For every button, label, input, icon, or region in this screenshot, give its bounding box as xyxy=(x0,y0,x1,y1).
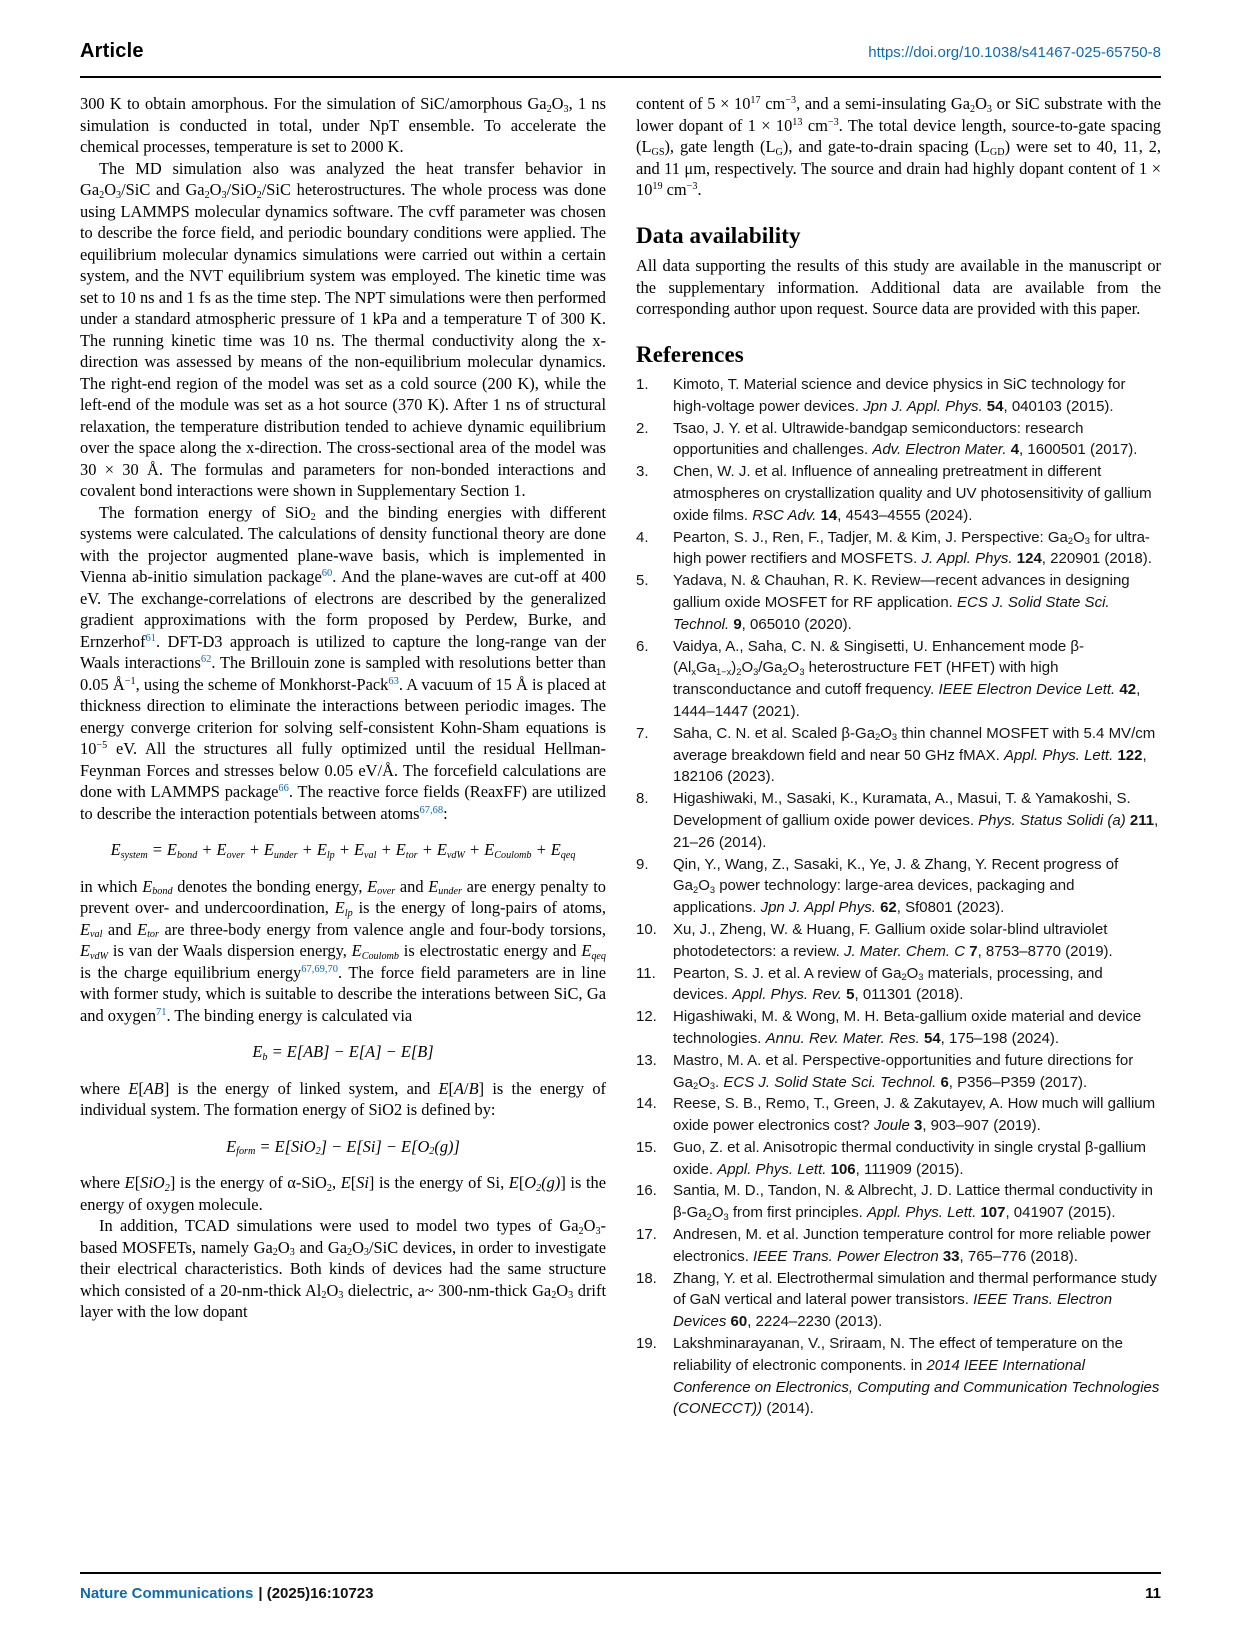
reference-number: 19. xyxy=(636,1335,657,1353)
reference-text: Higashiwaki, M. & Wong, M. H. Beta-gallium oxide material and device technologies. Annu. Rev. Mater. Res. 54, 175–198 (2024). xyxy=(673,1008,1142,1047)
reference-text: Zhang, Y. et al. Electrothermal simulation and thermal performance study of GaN vertical and lateral power transistors. IEEE Trans. Electron Devices 60, 2224–2230 (2013). xyxy=(673,1269,1157,1331)
header-rule xyxy=(80,76,1161,78)
reference-item xyxy=(636,1180,1161,1224)
reference-number: 18. xyxy=(636,1269,657,1287)
body-paragraph: In addition, TCAD simulations were used to model two types of $Ga_2O_3$-based MOSFETs, namely $Ga_2O_3$ and $Ga_2O_3$/SiC devices, in order to investigate their electrical characteristics. Both kinds of devices had the same structure which consisted of a 20-nm-thick $Al_2O_3$ dielectric, a~ 300-nm-thick $Ga_2O_3$ drift layer with the low dopant xyxy=(80,1216,606,1321)
footer-left xyxy=(80,1585,373,1602)
reference-number: 8. xyxy=(636,790,649,808)
citation-link[interactable]: 63 xyxy=(388,675,399,687)
reference-number: 4. xyxy=(636,528,649,546)
reference-text: Kimoto, T. Material science and device physics in SiC technology for high-voltage power devices. Jpn J. Appl. Phys. 54, 040103 (2015). xyxy=(673,376,1126,415)
reference-text: Mastro, M. A. et al. Perspective-opportunities and future directions for $Ga_2O_3$. ECS J. Solid State Sci. Technol. 6, P356–P359 (2017). xyxy=(673,1051,1134,1091)
reference-text: Qin, Y., Wang, Z., Sasaki, K., Ye, J. & Zhang, Y. Recent progress of $Ga_2O_3$ power technology: large-area devices, packaging and applications. Jpn J. Appl Phys. 62, Sf0801 (2023). xyxy=(673,855,1119,917)
citation-link[interactable]: 66 xyxy=(278,783,289,795)
reference-item xyxy=(636,963,1161,1007)
body-paragraph: The MD simulation also was analyzed the heat transfer behavior in $Ga_2O_3$/SiC and $Ga_2O_3/SiO_2$/SiC heterostructures. The whole process was done using LAMMPS molecular dynamics software. The cvff parameter was chosen to describe the force field, and periodic boundary conditions were applied. The equilibrium molecular dynamics simulations were carried out within a certain system, and the NVT equilibrium system was employed. The kinetic time was set to 10 ns and 1 fs as the time step. The NPT simulations were then performed under a standard atmospheric pressure of 1 kPa and a temperature T of 300 K. The running kinetic time was 10 ns. The thermal conductivity along the x-direction was assessed by means of the non-equilibrium molecular dynamics. The right-end region of the model was set as a cold source (200 K), while the left-end of the module was set as a hot source (370 K). After 1 ns of structural relaxation, the temperature distribution tended to achieve dynamic equilibrium over the space along the x-direction. The cross-sectional area of the model was 30 × 30 Å. The formulas and parameters for non-bonded interactions and covalent bond interactions were shown in Supplementary Section 1. xyxy=(80,158,606,500)
reference-item xyxy=(636,461,1161,526)
reference-number: 14. xyxy=(636,1095,657,1113)
citation-link[interactable]: 67,69,70 xyxy=(301,963,339,975)
reference-number: 3. xyxy=(636,463,649,481)
citation-link[interactable]: 67,68 xyxy=(419,804,444,816)
citation-link[interactable]: 61 xyxy=(145,632,157,644)
reference-text: Xu, J., Zheng, W. & Huang, F. Gallium oxide solar-blind ultraviolet photodetectors: a review. J. Mater. Chem. C 7, 8753–8770 (2019). xyxy=(673,920,1113,960)
reference-number: 13. xyxy=(636,1051,657,1069)
reference-text: Santia, M. D., Tandon, N. & Albrecht, J. D. Lattice thermal conductivity in $\beta-Ga_2O_3$ from first principles. Appl. Phys. Lett. 107, 041907 (2015). xyxy=(673,1182,1153,1222)
page-number: 11 xyxy=(1145,1585,1161,1602)
reference-item xyxy=(636,788,1161,853)
equation: $E_{system} = E_{bond} + E_{over} + E_{under} + E_{lp} + E_{val} + E_{tor} + E_{vdW} + E_{Coulomb} + E_{qeq}$ xyxy=(110,840,576,861)
section-heading: Data availability xyxy=(636,222,801,248)
reference-text: Lakshminarayanan, V., Sriraam, N. The effect of temperature on the reliability of electronic components. in 2014 IEEE International Conference on Electronics, Computing and Communication Technologies (CONECCT)) (2014). xyxy=(673,1335,1160,1418)
reference-item xyxy=(636,854,1161,919)
reference-item xyxy=(636,723,1161,788)
body-paragraph: The formation energy of SiO$_2$ and the binding energies with different systems were calculated. The calculations of density functional theory are done with the projector augmented plane-wave basis, which is implemented in Vienna ab-initio simulation package$^{60}$. And the plane-waves are cut-off at 400 eV. The exchange-correlations of electrons are described by the generalized gradient approximations with the form proposed by Perdew, Burke, and Ernzerhof$^{61}$. DFT-D3 approach is utilized to capture the long-range van der Waals interactions$^{62}$. The Brillouin zone is sampled with resolutions better than 0.05 $Å^{-1}$, using the scheme of Monkhorst-Pack$^{63}$. A vacuum of 15 Å is placed at thickness direction to eliminate the interactions between periodic images. The energy converge criterion for solving self-consistent Kohn-Sham equations is $10^{-5}$ eV. All the structures all fully optimized until the residual Hellman-Feynman Forces and stresses below 0.05 eV/Å. The forcefield calculations are done with LAMMPS package$^{66}$. The reactive force fields (ReaxFF) are utilized to describe the interaction potentials between atoms$^{67,68}$: xyxy=(80,502,607,823)
reference-item xyxy=(636,1006,1161,1050)
body-paragraph: content of $5 \times 10^{17}$ $cm^{-3}$, and a semi-insulating $Ga_2O_3$ or SiC substrate with the lower dopant of $1 \times 10^{13}$ $cm^{-3}$. The total device length, source-to-gate spacing $(L_{GS})$, gate length $(L_G)$, and gate-to-drain spacing $(L_{GD})$ were set to 40, 11, 2, and 11 μm, respectively. The source and drain had highly dopant content of $1 \times 10^{19}$ $cm^{-3}$. xyxy=(636,94,1162,199)
reference-number: 11. xyxy=(636,964,656,982)
section-heading: References xyxy=(636,341,744,367)
reference-item xyxy=(636,919,1161,963)
reference-number: 16. xyxy=(636,1182,657,1200)
reference-text: Pearton, S. J., Ren, F., Tadjer, M. & Kim, J. Perspective: $Ga_2O_3$ for ultra-high power rectifiers and MOSFETS. J. Appl. Phys. 124, 220901 (2018). xyxy=(673,528,1152,568)
citation-link[interactable]: 62 xyxy=(200,654,212,666)
reference-item xyxy=(636,1224,1161,1268)
reference-number: 12. xyxy=(636,1008,657,1026)
reference-item xyxy=(636,527,1161,571)
reference-item xyxy=(636,1268,1161,1333)
body-paragraph: where E[AB] is the energy of linked system, and E[A/B] is the energy of individual system. The formation energy of SiO2 is defined by: xyxy=(80,1078,607,1119)
body-paragraph: where E[SiO$_2$] is the energy of α-SiO$_2$, E[Si] is the energy of Si, $E[O_2(g)]$ is the energy of oxygen molecule. xyxy=(80,1173,606,1214)
body-paragraph: in which $E_{bond}$ denotes the bonding energy, $E_{over}$ and $E_{under}$ are energy penalty to prevent over- and undercoordination, $E_{lp}$ is the energy of long-pairs of atoms, $E_{val}$ and $E_{tor}$ are three-body energy from valence angle and four-body torsions, $E_{vdW}$ is van der Waals dispersion energy, $E_{Coulomb}$ is electrostatic energy and $E_{qeq}$ is the charge equilibrium energy$^{67,69,70}$. The force field parameters are in line with former study, which is suitable to describe the interations between SiC, Ga and oxygen$^{71}$. The binding energy is calculated via xyxy=(80,876,607,1025)
reference-number: 10. xyxy=(636,920,657,938)
reference-item xyxy=(636,418,1161,462)
left-column xyxy=(80,93,606,1323)
reference-number: 2. xyxy=(636,419,649,437)
reference-item xyxy=(636,636,1161,723)
page-footer xyxy=(80,1585,1161,1602)
citation-link[interactable]: 60 xyxy=(321,568,333,580)
reference-text: Pearton, S. J. et al. A review of $Ga_2O_3$ materials, processing, and devices. Appl. Phys. Rev. 5, 011301 (2018). xyxy=(673,964,1103,1004)
reference-text: Chen, W. J. et al. Influence of annealing pretreatment in different atmospheres on crystallization quality and UV photosensitivity of gallium oxide films. RSC Adv. 14, 4543–4555 (2024). xyxy=(673,463,1152,524)
reference-text: Higashiwaki, M., Sasaki, K., Kuramata, A., Masui, T. & Yamakoshi, S. Development of gallium oxide power devices. Phys. Status Solidi (a) 211, 21–26 (2014). xyxy=(673,790,1159,851)
body-paragraph: 300 K to obtain amorphous. For the simulation of SiC/amorphous $Ga_2O_3$, 1 ns simulation is conducted in total, under NpT ensemble. To accelerate the chemical processes, temperature is set to 2000 K. xyxy=(80,94,607,156)
reference-number: 17. xyxy=(636,1226,657,1244)
reference-text: Yadava, N. & Chauhan, R. K. Review—recent advances in designing gallium oxide MOSFET for RF application. ECS J. Solid State Sci. Technol. 9, 065010 (2020). xyxy=(673,572,1130,633)
reference-item xyxy=(636,1050,1161,1094)
equation: $E_{form} = E[SiO_2] - E[Si] - E[O_2(g)]$ xyxy=(226,1136,460,1158)
reference-number: 9. xyxy=(636,855,649,873)
reference-number: 7. xyxy=(636,724,649,742)
page-header xyxy=(80,40,1161,63)
article-label: Article xyxy=(80,40,144,62)
reference-list xyxy=(636,374,1161,1420)
doi-link[interactable]: https://doi.org/10.1038/s41467-025-65750-8 xyxy=(868,44,1161,61)
reference-text: Reese, S. B., Remo, T., Green, J. & Zakutayev, A. How much will gallium oxide power electronics cost? Joule 3, 903–907 (2019). xyxy=(673,1095,1156,1135)
equation: $E_b = E[AB] - E[A] - E[B]$ xyxy=(252,1042,434,1063)
reference-number: 15. xyxy=(636,1138,657,1156)
reference-text: Tsao, J. Y. et al. Ultrawide-bandgap semiconductors: research opportunities and challenges. Adv. Electron Mater. 4, 1600501 (2017). xyxy=(673,419,1138,459)
reference-text: Andresen, M. et al. Junction temperature control for more reliable power electronics. IEEE Trans. Power Electron 33, 765–776 (2018). xyxy=(673,1226,1151,1265)
reference-text: Saha, C. N. et al. Scaled $\beta-Ga_2O_3$ thin channel MOSFET with 5.4 MV/cm average breakdown field and near 50 GHz fMAX. Appl. Phys. Lett. 122, 182106 (2023). xyxy=(673,724,1156,786)
reference-text: Guo, Z. et al. Anisotropic thermal conductivity in single crystal β-gallium oxide. Appl. Phys. Lett. 106, 111909 (2015). xyxy=(673,1138,1146,1178)
journal-name-link[interactable]: Nature Communications xyxy=(80,1585,254,1602)
reference-number: 1. xyxy=(636,376,649,393)
body-paragraph: All data supporting the results of this study are available in the manuscript or the supplementary information. Additional data are available from the corresponding author upon request. Source data are provided with this paper. xyxy=(636,256,1161,318)
reference-item xyxy=(636,374,1161,418)
right-column xyxy=(636,93,1161,1420)
citation-link[interactable]: 71 xyxy=(156,1006,167,1018)
reference-item xyxy=(636,1333,1161,1420)
reference-item xyxy=(636,1137,1161,1181)
reference-item xyxy=(636,1093,1161,1137)
footer-citation: | (2025)16:10723 xyxy=(258,1585,374,1602)
reference-item xyxy=(636,570,1161,635)
reference-number: 5. xyxy=(636,572,649,590)
reference-number: 6. xyxy=(636,637,649,655)
footer-rule xyxy=(80,1572,1161,1574)
reference-text: Vaidya, A., Saha, C. N. & Singisetti, U. Enhancement mode $\beta-(Al_xGa_{1-x})_2O_3/Ga_2O_3$ heterostructure FET (HFET) with high transconductance and cutoff frequency. IEEE Electron Device Lett. 42, 1444–1447 (2021). xyxy=(673,637,1141,720)
